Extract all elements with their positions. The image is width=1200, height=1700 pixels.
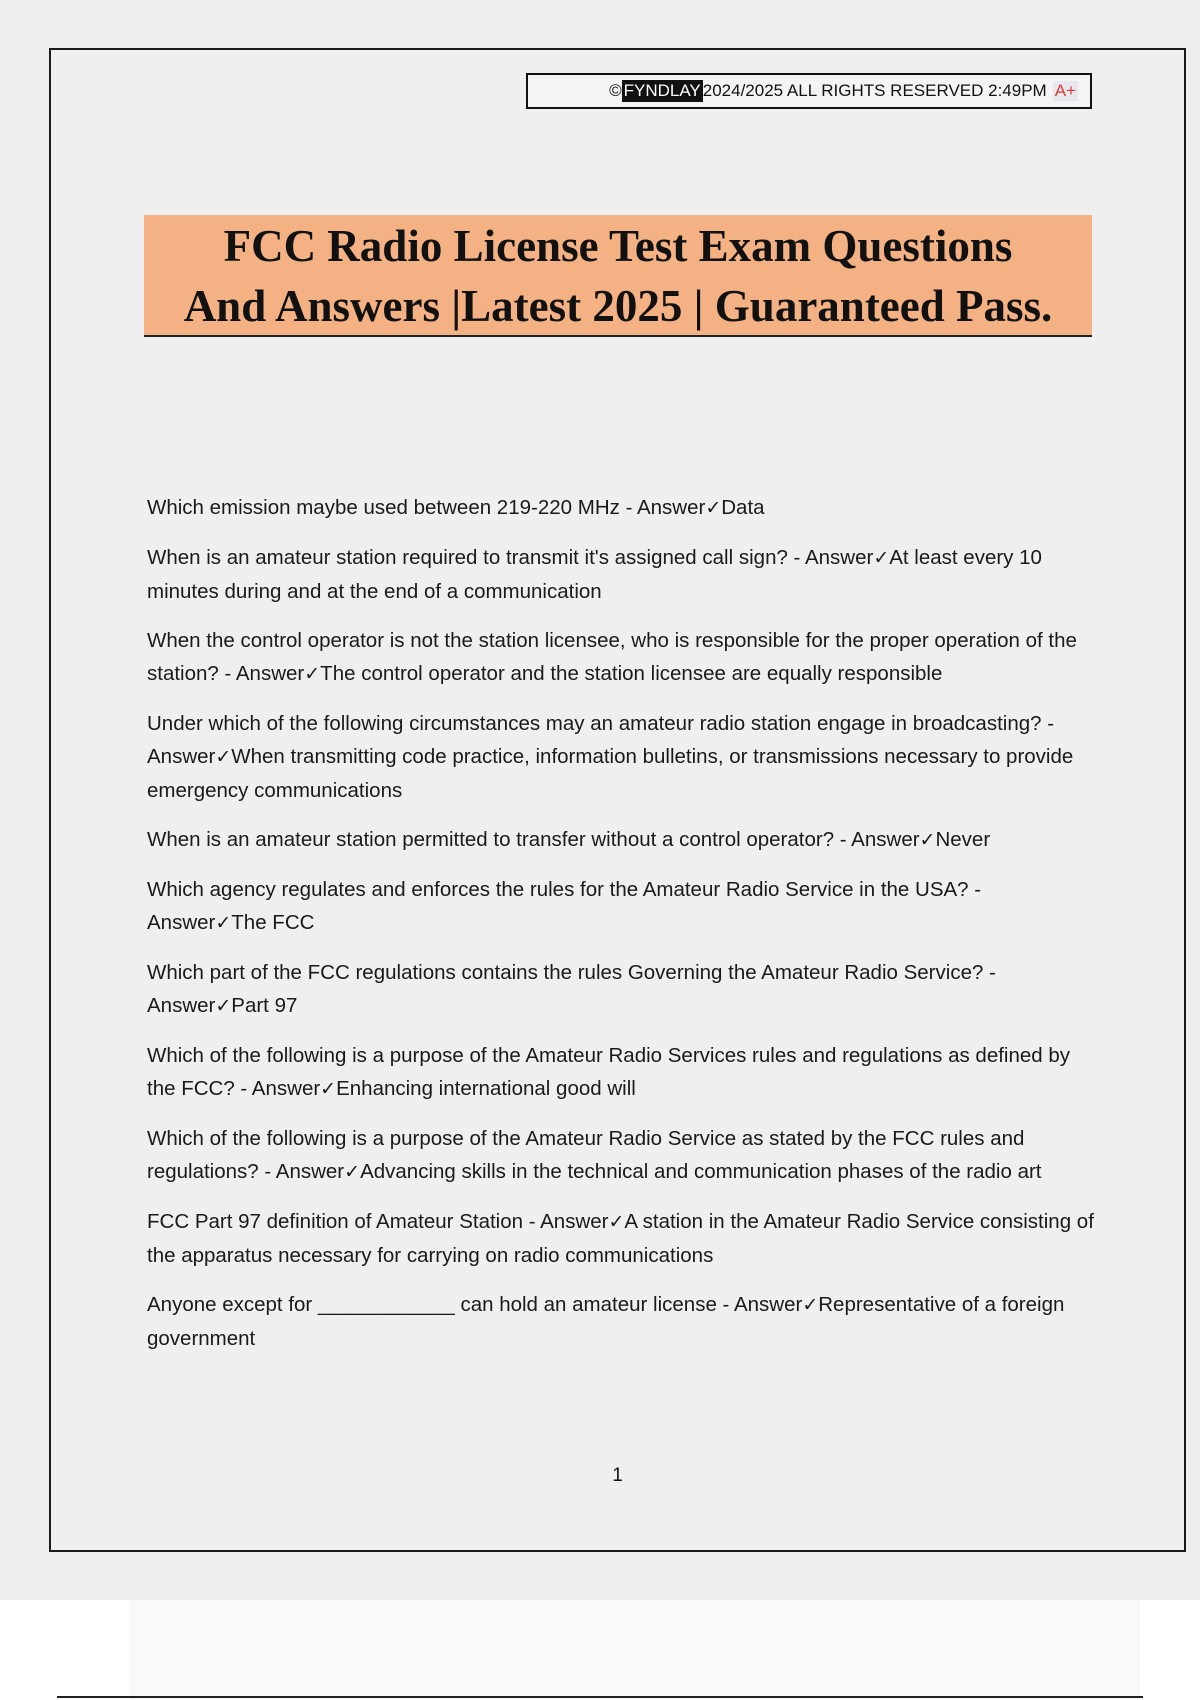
answer-text: When transmitting code practice, information bulletins, or transmissions necessary to provide emergency communications — [147, 745, 1074, 802]
check-icon: ✓ — [215, 995, 232, 1017]
qa-item — [147, 541, 1097, 608]
answer-text: A station in the Amateur Radio Service consisting of the apparatus necessary for carrying on radio communications — [147, 1210, 1094, 1267]
question-text: Anyone except for ____________ can hold an amateur license - Answer — [147, 1293, 803, 1316]
next-page-preview — [0, 1600, 1200, 1700]
check-icon: ✓ — [344, 1161, 361, 1183]
answer-text: Advancing skills in the technical and communication phases of the radio art — [360, 1160, 1042, 1183]
question-text: Which of the following is a purpose of the Amateur Radio Services rules and regulations as defined by the FCC? - Answer — [147, 1044, 1071, 1100]
question-text: Which of the following is a purpose of the Amateur Radio Service as stated by the FCC rules and regulations? - Answer — [147, 1127, 1025, 1183]
brand-name: FYNDLAY — [623, 81, 701, 100]
copyright-notice: 2024/2025 ALL RIGHTS RESERVED 2:49PM — [702, 81, 1047, 100]
qa-item — [147, 1122, 1097, 1189]
check-icon: ✓ — [873, 547, 890, 569]
answer-text: Representative of a foreign government — [147, 1293, 1065, 1350]
qa-item — [147, 823, 1097, 857]
qa-item — [147, 1205, 1097, 1272]
answer-text: At least every 10 minutes during and at the end of a communication — [147, 546, 1042, 603]
answer-text: Enhancing international good will — [336, 1077, 636, 1100]
copyright-banner — [526, 73, 1092, 109]
check-icon: ✓ — [320, 1078, 337, 1100]
check-icon: ✓ — [608, 1211, 625, 1233]
question-text: When is an amateur station permitted to transfer without a control operator? - Answer — [147, 828, 920, 851]
check-icon: ✓ — [802, 1294, 819, 1316]
qa-item — [147, 707, 1097, 807]
question-text: Which part of the FCC regulations contains the rules Governing the Amateur Radio Service? - Answer — [147, 961, 996, 1017]
next-page-shade — [130, 1600, 1140, 1700]
qa-item — [147, 956, 1097, 1023]
title-line-1: FCC Radio License Test Exam Questions — [223, 221, 1013, 271]
question-text: Which agency regulates and enforces the rules for the Amateur Radio Service in the USA? - Answer — [147, 878, 982, 934]
document-page — [49, 48, 1186, 1552]
qa-item — [147, 624, 1097, 691]
page-number: 1 — [612, 1465, 623, 1486]
question-text: When the control operator is not the station licensee, who is responsible for the proper operation of the station? - Answer — [147, 629, 1077, 685]
qa-item — [147, 1288, 1097, 1355]
qa-item — [147, 491, 1097, 525]
grade-badge: A+ — [1054, 81, 1076, 100]
question-text: FCC Part 97 definition of Amateur Station - Answer — [147, 1210, 609, 1233]
check-icon: ✓ — [215, 746, 232, 768]
answer-text: The control operator and the station licensee are equally responsible — [320, 662, 943, 685]
document-title — [144, 215, 1092, 337]
check-icon: ✓ — [215, 912, 232, 934]
answer-text: Part 97 — [231, 994, 298, 1017]
title-line-2: And Answers |Latest 2025 | Guaranteed Pass. — [183, 281, 1053, 331]
answer-text: The FCC — [231, 911, 315, 934]
qa-item — [147, 873, 1097, 940]
question-text: When is an amateur station required to transmit it's assigned call sign? - Answer — [147, 546, 874, 569]
check-icon: ✓ — [705, 497, 722, 519]
copyright-symbol: © — [609, 81, 622, 100]
question-text: Under which of the following circumstances may an amateur radio station engage in broadcasting? - Answer — [147, 712, 1055, 768]
check-icon: ✓ — [919, 829, 936, 851]
next-page-border — [57, 1696, 1143, 1698]
check-icon: ✓ — [304, 663, 321, 685]
question-text: Which emission maybe used between 219-220 MHz - Answer — [147, 496, 706, 519]
answer-text: Never — [935, 828, 991, 851]
qa-list — [147, 491, 1097, 1371]
answer-text: Data — [721, 496, 765, 519]
qa-item — [147, 1039, 1097, 1106]
